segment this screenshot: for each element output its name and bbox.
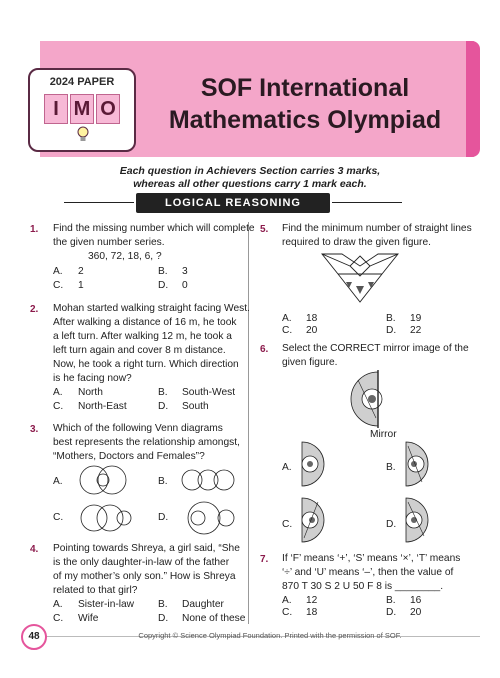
option-value: 0 — [182, 280, 188, 291]
option-label: D. — [386, 325, 397, 336]
mirror-option-c — [298, 496, 338, 544]
question-text: Find the minimum number of straight lines — [282, 223, 472, 234]
option-value: 12 — [306, 595, 318, 606]
badge-letter: O — [96, 94, 120, 124]
question-text: the given number series. — [53, 237, 165, 248]
option-label: C. — [53, 613, 64, 624]
page-title-line2: Mathematics Olympiad — [168, 106, 442, 134]
option-value: 20 — [410, 607, 422, 618]
option-value: South — [182, 401, 209, 412]
question-text: is the only daughter-in-law of the father — [53, 557, 230, 568]
question-text: “Mothers, Doctors and Females”? — [53, 451, 205, 462]
venn-diagram-option-a — [74, 460, 134, 500]
option-label: B. — [158, 599, 168, 610]
question-number: 3. — [30, 424, 39, 435]
option-label: B. — [386, 462, 396, 473]
mirror-option-d — [402, 496, 442, 544]
copyright-notice: Copyright © Science Olympiad Foundation. Printed with the permission of SOF. — [138, 631, 402, 640]
page-number: 48 — [21, 624, 47, 650]
option-label: A. — [53, 599, 63, 610]
option-label: A. — [53, 387, 63, 398]
option-label: D. — [158, 280, 169, 291]
question-number: 2. — [30, 304, 39, 315]
question-number: 4. — [30, 544, 39, 555]
question-text: 870 T 30 S 2 U 50 F 8 is ________. — [282, 581, 444, 592]
badge-letter: M — [70, 94, 94, 124]
option-label: D. — [386, 519, 397, 530]
question-number: 1. — [30, 224, 39, 235]
option-label: C. — [282, 607, 293, 618]
option-value: North-East — [78, 401, 127, 412]
instruction-line1: Each question in Achievers Section carries 3 marks, — [119, 165, 381, 177]
option-value: 3 — [182, 266, 188, 277]
question-text: ‘÷’ and ‘U’ means ‘–’, then the value of — [282, 567, 454, 578]
option-value: South-West — [182, 387, 236, 398]
question-text: left turn again and cover 8 m distance. — [53, 345, 226, 356]
option-label: C. — [282, 519, 293, 530]
option-label: A. — [282, 462, 292, 473]
option-label: D. — [158, 401, 169, 412]
venn-diagram-option-c — [74, 498, 134, 538]
question-text: Select the CORRECT mirror image of the — [282, 343, 469, 354]
question-text: Mohan started walking straight facing West. — [53, 303, 250, 314]
question-number: 7. — [260, 554, 269, 565]
section-title: LOGICAL REASONING — [136, 193, 330, 213]
option-value: 22 — [410, 325, 422, 336]
option-value: Wife — [78, 613, 99, 624]
option-label: C. — [53, 512, 64, 523]
option-label: D. — [158, 512, 169, 523]
option-value: Sister-in-law — [78, 599, 135, 610]
option-value: 2 — [78, 266, 84, 277]
instruction-line2: whereas all other questions carry 1 mark each. — [133, 178, 367, 190]
mirror-option-a — [298, 440, 338, 488]
question-text: is he facing now? — [53, 373, 132, 384]
question-text: After walking a distance of 16 m, he took — [53, 317, 237, 328]
question-text: given figure. — [282, 357, 338, 368]
option-value: North — [78, 387, 103, 398]
option-value: 18 — [306, 607, 318, 618]
option-label: C. — [53, 280, 64, 291]
option-label: B. — [158, 387, 168, 398]
venn-diagram-option-d — [178, 498, 238, 538]
option-value: None of these — [182, 613, 246, 624]
option-label: C. — [53, 401, 64, 412]
question-text: Now, he took a right turn. Which direction — [53, 359, 239, 370]
question-text: of my mother’s only son.” How is Shreya — [53, 571, 236, 582]
option-label: B. — [158, 266, 168, 277]
line-figure — [320, 252, 400, 304]
option-label: D. — [386, 607, 397, 618]
option-value: 16 — [410, 595, 422, 606]
badge-letter: I — [44, 94, 68, 124]
lightbulb-icon — [76, 126, 90, 144]
column-divider — [248, 222, 249, 624]
option-label: D. — [158, 613, 169, 624]
question-text: Find the missing number which will complete — [53, 223, 255, 234]
option-label: A. — [282, 313, 292, 324]
option-label: B. — [386, 595, 396, 606]
page-title-line1: SOF International — [200, 74, 410, 102]
question-text: a left turn. After walking 12 m, he took a — [53, 331, 232, 342]
badge-letters — [44, 94, 120, 124]
mirror-label: Mirror — [370, 429, 397, 440]
option-value: 18 — [306, 313, 318, 324]
option-value: 1 — [78, 280, 84, 291]
question-text: required to draw the given figure. — [282, 237, 431, 248]
option-label: A. — [282, 595, 292, 606]
question-number: 5. — [260, 224, 269, 235]
option-label: A. — [53, 266, 63, 277]
question-text: Pointing towards Shreya, a girl said, “She — [53, 543, 240, 554]
mirror-question-figure — [348, 370, 408, 428]
question-text: related to that girl? — [53, 585, 138, 596]
option-label: B. — [386, 313, 396, 324]
question-text: Which of the following Venn diagrams — [53, 423, 223, 434]
badge-title: 2024 PAPER — [49, 76, 115, 88]
option-value: Daughter — [182, 599, 224, 610]
option-label: B. — [158, 476, 168, 487]
question-text: If ‘F’ means ‘+’, ‘S’ means ‘×’, ‘T’ means — [282, 553, 461, 564]
number-series: 360, 72, 18, 6, ? — [88, 251, 162, 262]
venn-diagram-option-b — [178, 460, 238, 500]
question-number: 6. — [260, 344, 269, 355]
option-value: 20 — [306, 325, 318, 336]
question-text: best represents the relationship amongst, — [53, 437, 240, 448]
option-label: A. — [53, 476, 63, 487]
option-value: 19 — [410, 313, 422, 324]
mirror-option-b — [402, 440, 442, 488]
option-label: C. — [282, 325, 293, 336]
paper-badge — [28, 68, 136, 152]
